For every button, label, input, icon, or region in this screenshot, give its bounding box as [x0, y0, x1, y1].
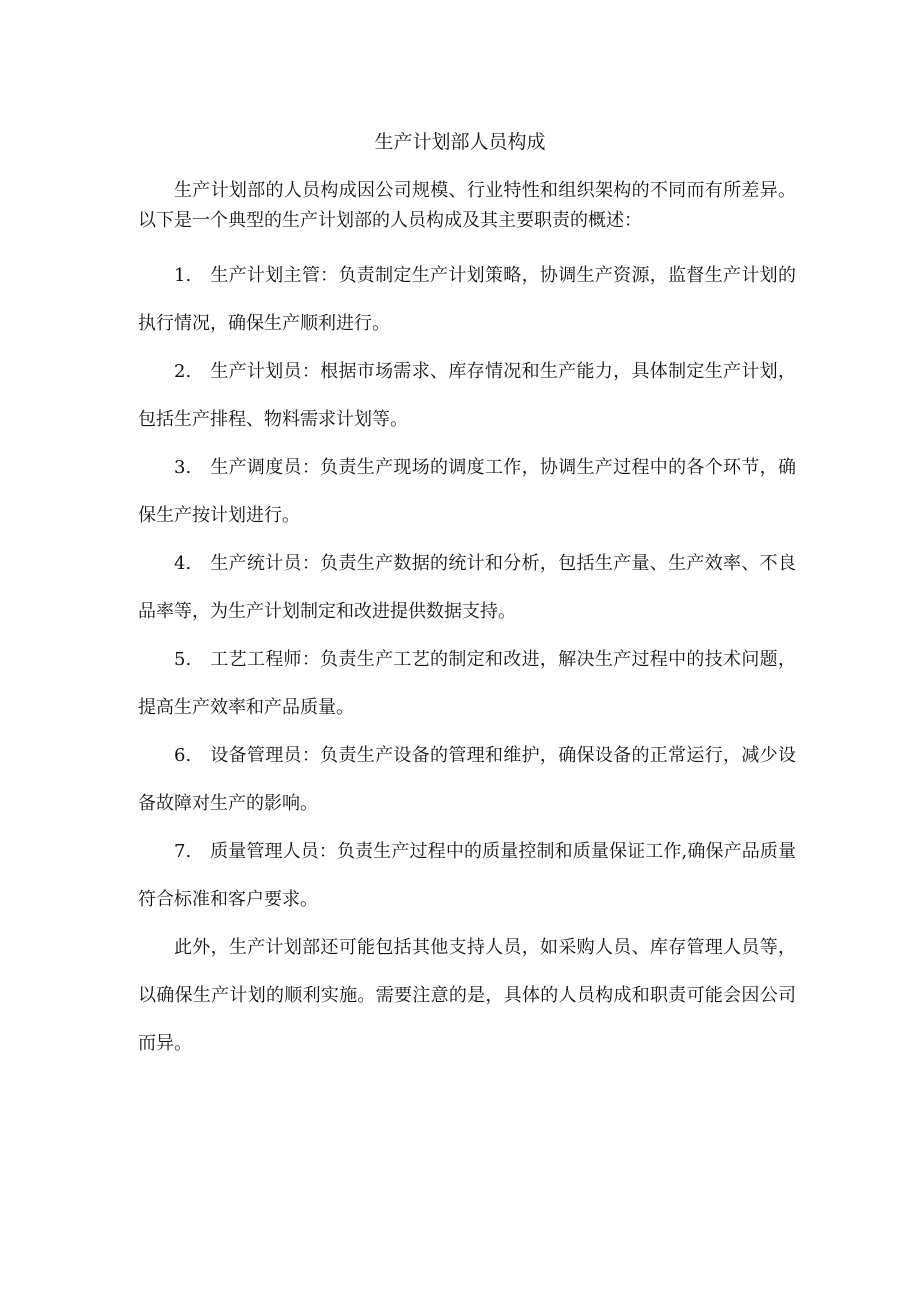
item-text: 质量管理人员：负责生产过程中的质量控制和质量保证工作,确保产品质量符合标准和客户要求。	[138, 841, 796, 910]
item-text: 生产计划主管：负责制定生产计划策略，协调生产资源，监督生产计划的执行情况，确保生产顺利进行。	[138, 265, 796, 334]
item-number: 6.	[174, 745, 192, 766]
page-title: 生产计划部人员构成	[374, 131, 546, 153]
item-number: 5.	[174, 649, 192, 670]
item-number: 2.	[174, 361, 192, 382]
list-item	[138, 348, 796, 444]
item-text: 生产计划员：根据市场需求、库存情况和生产能力，具体制定生产计划，包括生产排程、物料需求计划等。	[138, 361, 796, 430]
item-text: 生产统计员：负责生产数据的统计和分析，包括生产量、生产效率、不良品率等，为生产计划制定和改进提供数据支持。	[138, 553, 796, 622]
item-text: 设备管理员：负责生产设备的管理和维护，确保设备的正常运行，减少设备故障对生产的影响。	[138, 745, 796, 814]
list-item	[138, 828, 796, 924]
item-number: 3.	[174, 457, 192, 478]
item-text: 生产调度员：负责生产现场的调度工作，协调生产过程中的各个环节，确保生产按计划进行。	[138, 457, 796, 526]
item-number: 1.	[174, 265, 192, 286]
list-item	[138, 252, 796, 348]
list-item	[138, 540, 796, 636]
item-text: 工艺工程师：负责生产工艺的制定和改进，解决生产过程中的技术问题，提高生产效率和产品质量。	[138, 649, 796, 718]
item-number: 4.	[174, 553, 192, 574]
document-body	[138, 176, 796, 1068]
list-item	[138, 444, 796, 540]
list-item	[138, 732, 796, 828]
intro-paragraph: 生产计划部的人员构成因公司规模、行业特性和组织架构的不同而有所差异。以下是一个典型的生产计划部的人员构成及其主要职责的概述：	[138, 180, 796, 231]
closing-paragraph: 此外，生产计划部还可能包括其他支持人员，如采购人员、库存管理人员等，以确保生产计划的顺利实施。需要注意的是，具体的人员构成和职责可能会因公司而异。	[138, 937, 796, 1054]
item-number: 7.	[174, 841, 192, 862]
list-item	[138, 636, 796, 732]
